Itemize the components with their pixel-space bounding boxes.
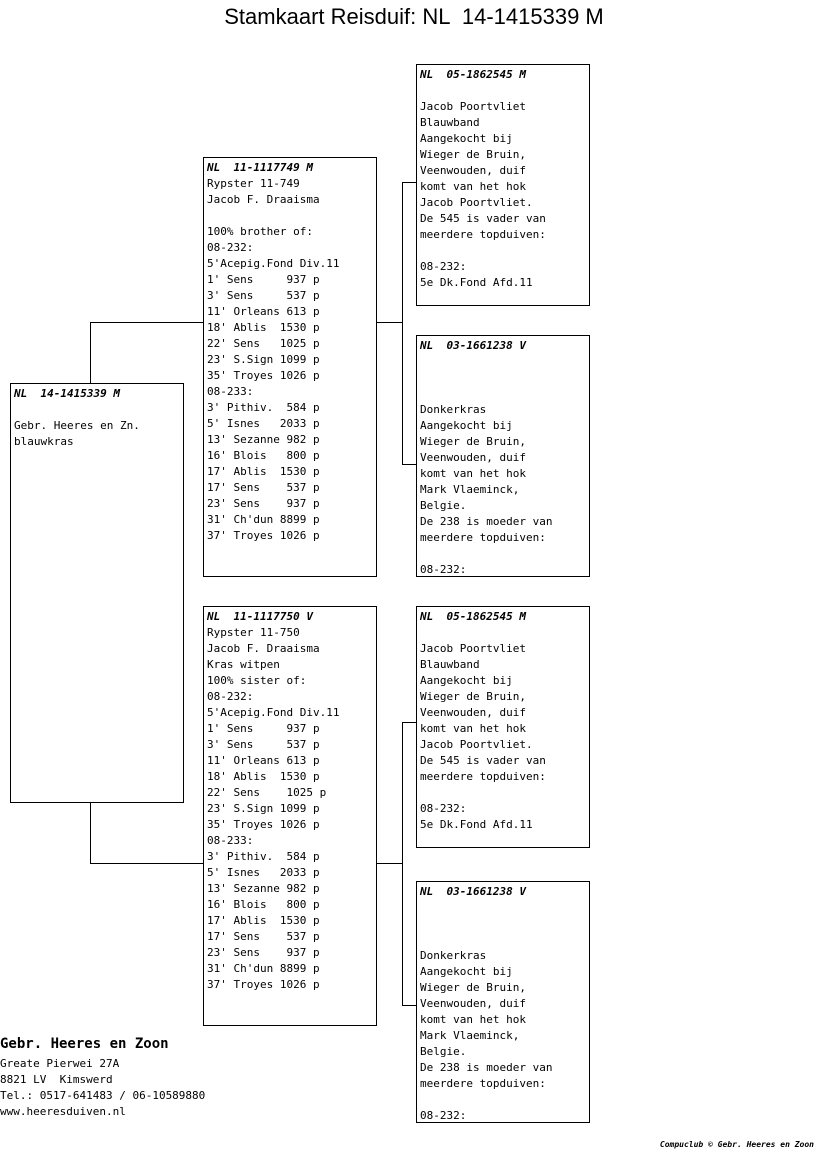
pedigree-line: 5'Acepig.Fond Div.11 (207, 706, 340, 719)
pedigree-line: 3' Sens 537 p (207, 738, 320, 751)
connector-line (376, 863, 402, 864)
pedigree-line: 13' Sezanne 982 p (207, 882, 320, 895)
father-box (203, 157, 377, 577)
pedigree-line: Jacob F. Draaisma (207, 642, 320, 655)
pedigree-line (420, 916, 589, 932)
pedigree-line (420, 243, 589, 259)
pedigree-line: Wieger de Bruin, (420, 690, 526, 703)
connector-line (90, 863, 204, 864)
pedigree-line: Aangekocht bij (420, 132, 513, 145)
pedigree-line: komt van het hok (420, 722, 526, 735)
page-title: Stamkaart Reisduif: NL 14-1415339 M (224, 4, 604, 29)
pedigree-line (14, 402, 183, 418)
pedigree-line: 08-232: (420, 1109, 467, 1122)
pedigree-line: 5e Dk.Fond Afd.11 (420, 818, 533, 831)
pedigree-line: 16' Blois 800 p (207, 898, 320, 911)
pedigree-line: De 545 is vader van (420, 754, 546, 767)
mother-box (203, 606, 377, 1026)
ring-number: NL 03-1661238 V (420, 885, 526, 898)
pedigree-line: 23' S.Sign 1099 p (207, 802, 320, 815)
breeder-city: 8821 LV Kimswerd (0, 1073, 113, 1086)
pedigree-line: 11' Orleans 613 p (207, 305, 320, 318)
pedigree-line: 23' Sens 937 p (207, 497, 320, 510)
pedigree-line: meerdere topduiven: (420, 1077, 546, 1090)
pedigree-line: 23' Sens 937 p (207, 946, 320, 959)
paternal-grandfather-box (416, 64, 590, 306)
pedigree-line: 3' Sens 537 p (207, 289, 320, 302)
pedigree-line: 35' Troyes 1026 p (207, 369, 320, 382)
pedigree-line: Veenwouden, duif (420, 164, 526, 177)
software-credit: Compuclub © Gebr. Heeres en Zoon (659, 1140, 814, 1149)
pedigree-line (420, 900, 589, 916)
pedigree-line (420, 546, 589, 562)
pedigree-line: 08-233: (207, 834, 254, 847)
breeder-phone: Tel.: 0517-641483 / 06-10589880 (0, 1089, 206, 1102)
pedigree-line: 08-232: (207, 241, 254, 254)
connector-line (402, 464, 417, 465)
connector-line (402, 182, 417, 183)
pedigree-line: 3' Pithiv. 584 p (207, 850, 320, 863)
pedigree-line: 18' Ablis 1530 p (207, 770, 320, 783)
pedigree-line: Veenwouden, duif (420, 451, 526, 464)
connector-line (402, 722, 403, 1005)
pedigree-line: 08-232: (420, 260, 467, 273)
pedigree-line: 17' Ablis 1530 p (207, 914, 320, 927)
pedigree-line: 37' Troyes 1026 p (207, 529, 320, 542)
pedigree-line: Mark Vlaeminck, (420, 1029, 520, 1042)
pedigree-line: 17' Sens 537 p (207, 481, 320, 494)
paternal-grandmother-box (416, 335, 590, 577)
pedigree-line: Wieger de Bruin, (420, 148, 526, 161)
pedigree-line: meerdere topduiven: (420, 531, 546, 544)
pedigree-line: 31' Ch'dun 8899 p (207, 513, 320, 526)
pedigree-line: Aangekocht bij (420, 674, 513, 687)
connector-line (402, 182, 403, 464)
pedigree-line: 17' Ablis 1530 p (207, 465, 320, 478)
pedigree-line: 11' Orleans 613 p (207, 754, 320, 767)
pedigree-line: Jacob Poortvliet (420, 100, 526, 113)
pedigree-line: Jacob Poortvliet. (420, 196, 533, 209)
pedigree-line (420, 386, 589, 402)
pedigree-line: Jacob Poortvliet (420, 642, 526, 655)
pedigree-line: 22' Sens 1025 p (207, 337, 320, 350)
maternal-grandfather-box (416, 606, 590, 848)
connector-line (402, 1005, 417, 1006)
pedigree-line: Veenwouden, duif (420, 706, 526, 719)
breeder-name: Gebr. Heeres en Zoon (0, 1036, 169, 1052)
connector-line (90, 322, 204, 323)
pedigree-line: De 545 is vader van (420, 212, 546, 225)
pedigree-line: 5' Isnes 2033 p (207, 417, 320, 430)
ring-number: NL 03-1661238 V (420, 339, 526, 352)
pedigree-line: 1' Sens 937 p (207, 722, 320, 735)
connector-line (90, 802, 91, 863)
connector-line (376, 322, 402, 323)
pedigree-line: Rypster 11-750 (207, 626, 300, 639)
pedigree-line: Mark Vlaeminck, (420, 483, 520, 496)
pedigree-line: Gebr. Heeres en Zn. (14, 419, 140, 432)
connector-line (90, 322, 91, 384)
pedigree-line: komt van het hok (420, 1013, 526, 1026)
pedigree-line: 37' Troyes 1026 p (207, 978, 320, 991)
pedigree-line (420, 354, 589, 370)
pedigree-line: Donkerkras (420, 403, 487, 416)
pedigree-line: 22' Sens 1025 p (207, 786, 327, 799)
pedigree-line (420, 370, 589, 386)
pedigree-line: 08-232: (207, 690, 254, 703)
pedigree-line: meerdere topduiven: (420, 770, 546, 783)
pedigree-line: 16' Blois 800 p (207, 449, 320, 462)
pedigree-line (420, 83, 589, 99)
ring-number: NL 05-1862545 M (420, 610, 526, 623)
pedigree-line: 35' Troyes 1026 p (207, 818, 320, 831)
breeder-website[interactable]: www.heeresduiven.nl (0, 1105, 126, 1118)
ring-number: NL 11-1117749 M (207, 161, 313, 174)
pedigree-line: 5' Isnes 2033 p (207, 866, 320, 879)
pedigree-line: Aangekocht bij (420, 419, 513, 432)
pedigree-line: Wieger de Bruin, (420, 981, 526, 994)
pedigree-line: 31' Ch'dun 8899 p (207, 962, 320, 975)
pedigree-line (420, 1092, 589, 1108)
pedigree-line: Belgie. (420, 499, 467, 512)
pedigree-line: komt van het hok (420, 467, 526, 480)
pedigree-line: 08-232: (420, 563, 467, 576)
pedigree-line: 100% brother of: (207, 225, 313, 238)
pedigree-line: meerdere topduiven: (420, 228, 546, 241)
subject-pigeon-box (10, 383, 184, 803)
connector-line (402, 722, 417, 723)
pedigree-line: 08-233: (207, 385, 254, 398)
breeder-info (0, 1034, 205, 1120)
pedigree-line: Blauwband (420, 116, 480, 129)
pedigree-line (207, 208, 376, 224)
pedigree-line: Blauwband (420, 658, 480, 671)
pedigree-line: Jacob Poortvliet. (420, 738, 533, 751)
pedigree-line: 18' Ablis 1530 p (207, 321, 320, 334)
pedigree-line: 3' Pithiv. 584 p (207, 401, 320, 414)
maternal-grandmother-box (416, 881, 590, 1123)
pedigree-line: 1' Sens 937 p (207, 273, 320, 286)
pedigree-line: Belgie. (420, 1045, 467, 1058)
ring-number: NL 11-1117750 V (207, 610, 313, 623)
pedigree-line: blauwkras (14, 435, 74, 448)
pedigree-line: De 238 is moeder van (420, 515, 553, 528)
pedigree-line: Donkerkras (420, 949, 487, 962)
pedigree-line: 100% sister of: (207, 674, 307, 687)
pedigree-line: 23' S.Sign 1099 p (207, 353, 320, 366)
ring-number: NL 14-1415339 M (14, 387, 120, 400)
pedigree-line (420, 932, 589, 948)
pedigree-line (420, 625, 589, 641)
pedigree-line: 17' Sens 537 p (207, 930, 320, 943)
pedigree-line: 08-232: (420, 802, 467, 815)
pedigree-line: Kras witpen (207, 658, 280, 671)
pedigree-line: komt van het hok (420, 180, 526, 193)
ring-number: NL 05-1862545 M (420, 68, 526, 81)
pedigree-line: De 238 is moeder van (420, 1061, 553, 1074)
breeder-address: Greate Pierwei 27A (0, 1057, 120, 1070)
pedigree-line: Aangekocht bij (420, 965, 513, 978)
pedigree-line: 5'Acepig.Fond Div.11 (207, 257, 340, 270)
pedigree-line (420, 785, 589, 801)
pedigree-line: Veenwouden, duif (420, 997, 526, 1010)
pedigree-line: Wieger de Bruin, (420, 435, 526, 448)
pedigree-line: 13' Sezanne 982 p (207, 433, 320, 446)
pedigree-line: Jacob F. Draaisma (207, 193, 320, 206)
pedigree-line: 5e Dk.Fond Afd.11 (420, 276, 533, 289)
pedigree-line: Rypster 11-749 (207, 177, 300, 190)
